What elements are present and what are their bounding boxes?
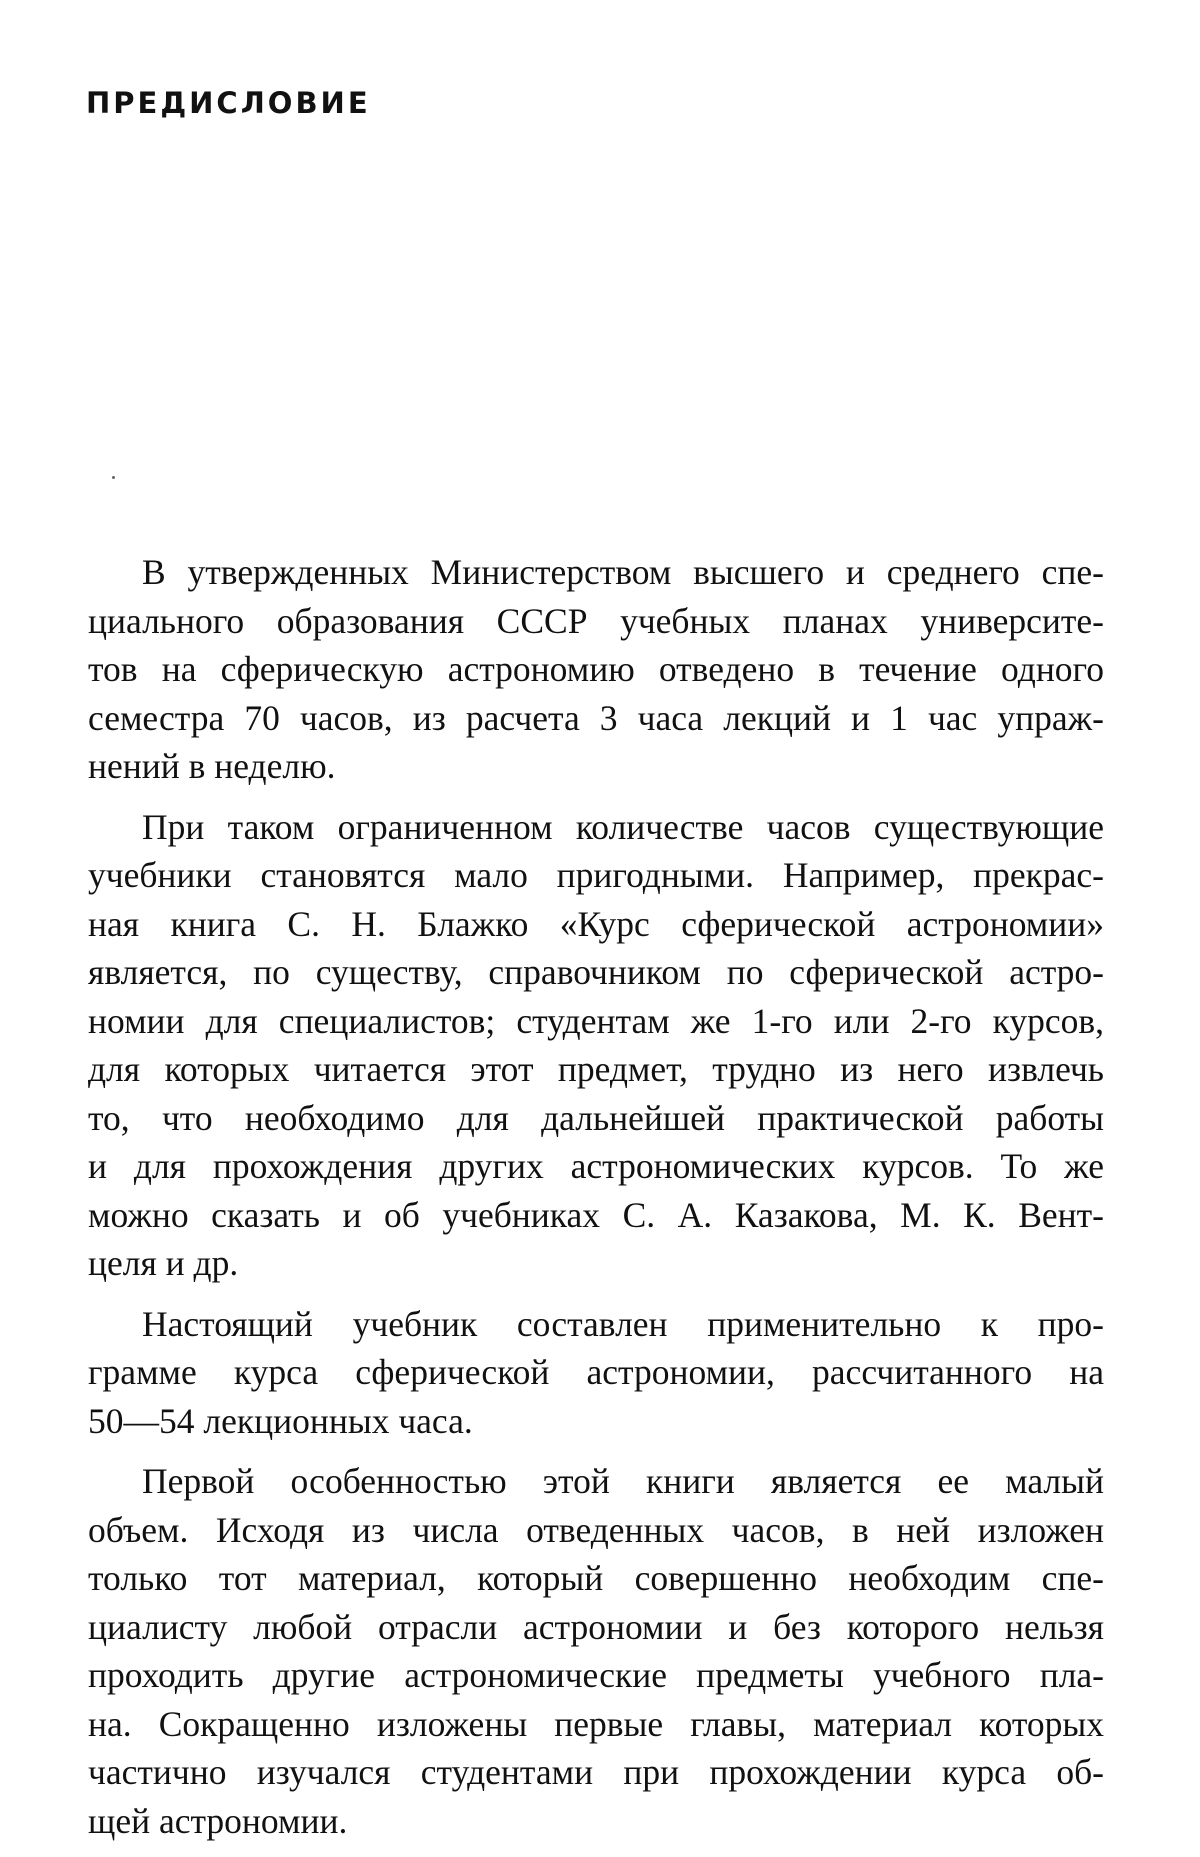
paragraph-1 [88, 548, 1104, 791]
text-line: Первой особенностью этой книги является ее малый [142, 1461, 1104, 1501]
text-line: и для прохождения других астрономических курсов. То же [88, 1146, 1104, 1186]
text-line: щей астрономии. [88, 1800, 348, 1841]
text-line: При таком ограниченном количестве часов существующие [142, 806, 1104, 847]
text-line: объем. Исходя из числа отведенных часов, в ней изложен [88, 1509, 1104, 1550]
preface-text [88, 548, 1104, 1857]
paragraph-4 [88, 1457, 1104, 1845]
page-heading: ПРЕДИСЛОВИЕ [86, 86, 371, 120]
text-line: можно сказать и об учебниках С. А. Казакова, М. К. Вент- [88, 1194, 1104, 1235]
print-speck [112, 476, 115, 479]
text-line: только тот материал, который совершенно необходим спе- [88, 1558, 1104, 1598]
text-line: является, по существу, справочником по сферической астро- [88, 952, 1104, 992]
text-line: тов на сферическую астрономию отведено в течение одного [88, 649, 1104, 689]
text-line: циалисту любой отрасли астрономии и без которого нельзя [88, 1606, 1104, 1647]
text-line: циального образования СССР учебных планах университе- [88, 600, 1104, 641]
text-line: номии для специалистов; студентам же 1-го или 2-го курсов, [88, 1000, 1104, 1041]
text-line: на. Сокращенно изложены первые главы, материал которых [88, 1703, 1104, 1744]
text-line: проходить другие астрономические предметы учебного пла- [88, 1655, 1104, 1695]
text-line: В утвержденных Министерством высшего и среднего спе- [142, 552, 1104, 592]
text-line: частично изучался студентами при прохождении курса об- [88, 1752, 1104, 1792]
text-line: целя и др. [88, 1243, 239, 1283]
text-line: семестра 70 часов, из расчета 3 часа лекций и 1 час упраж- [88, 697, 1104, 738]
text-line: для которых читается этот предмет, трудно из него извлечь [88, 1049, 1104, 1089]
text-line: грамме курса сферической астрономии, рассчитанного на [88, 1352, 1104, 1392]
text-line: то, что необходимо для дальнейшей практической работы [88, 1097, 1104, 1138]
paragraph-2 [88, 803, 1104, 1288]
text-line: 50—54 лекционных часа. [88, 1400, 473, 1441]
text-line: учебники становятся мало пригодными. Например, прекрас- [88, 855, 1104, 895]
text-line: Настоящий учебник составлен применительно к про- [142, 1303, 1104, 1344]
paragraph-3 [88, 1300, 1104, 1446]
text-line: нений в неделю. [88, 746, 336, 786]
text-line: ная книга С. Н. Блажко «Курс сферической астрономии» [88, 903, 1104, 944]
